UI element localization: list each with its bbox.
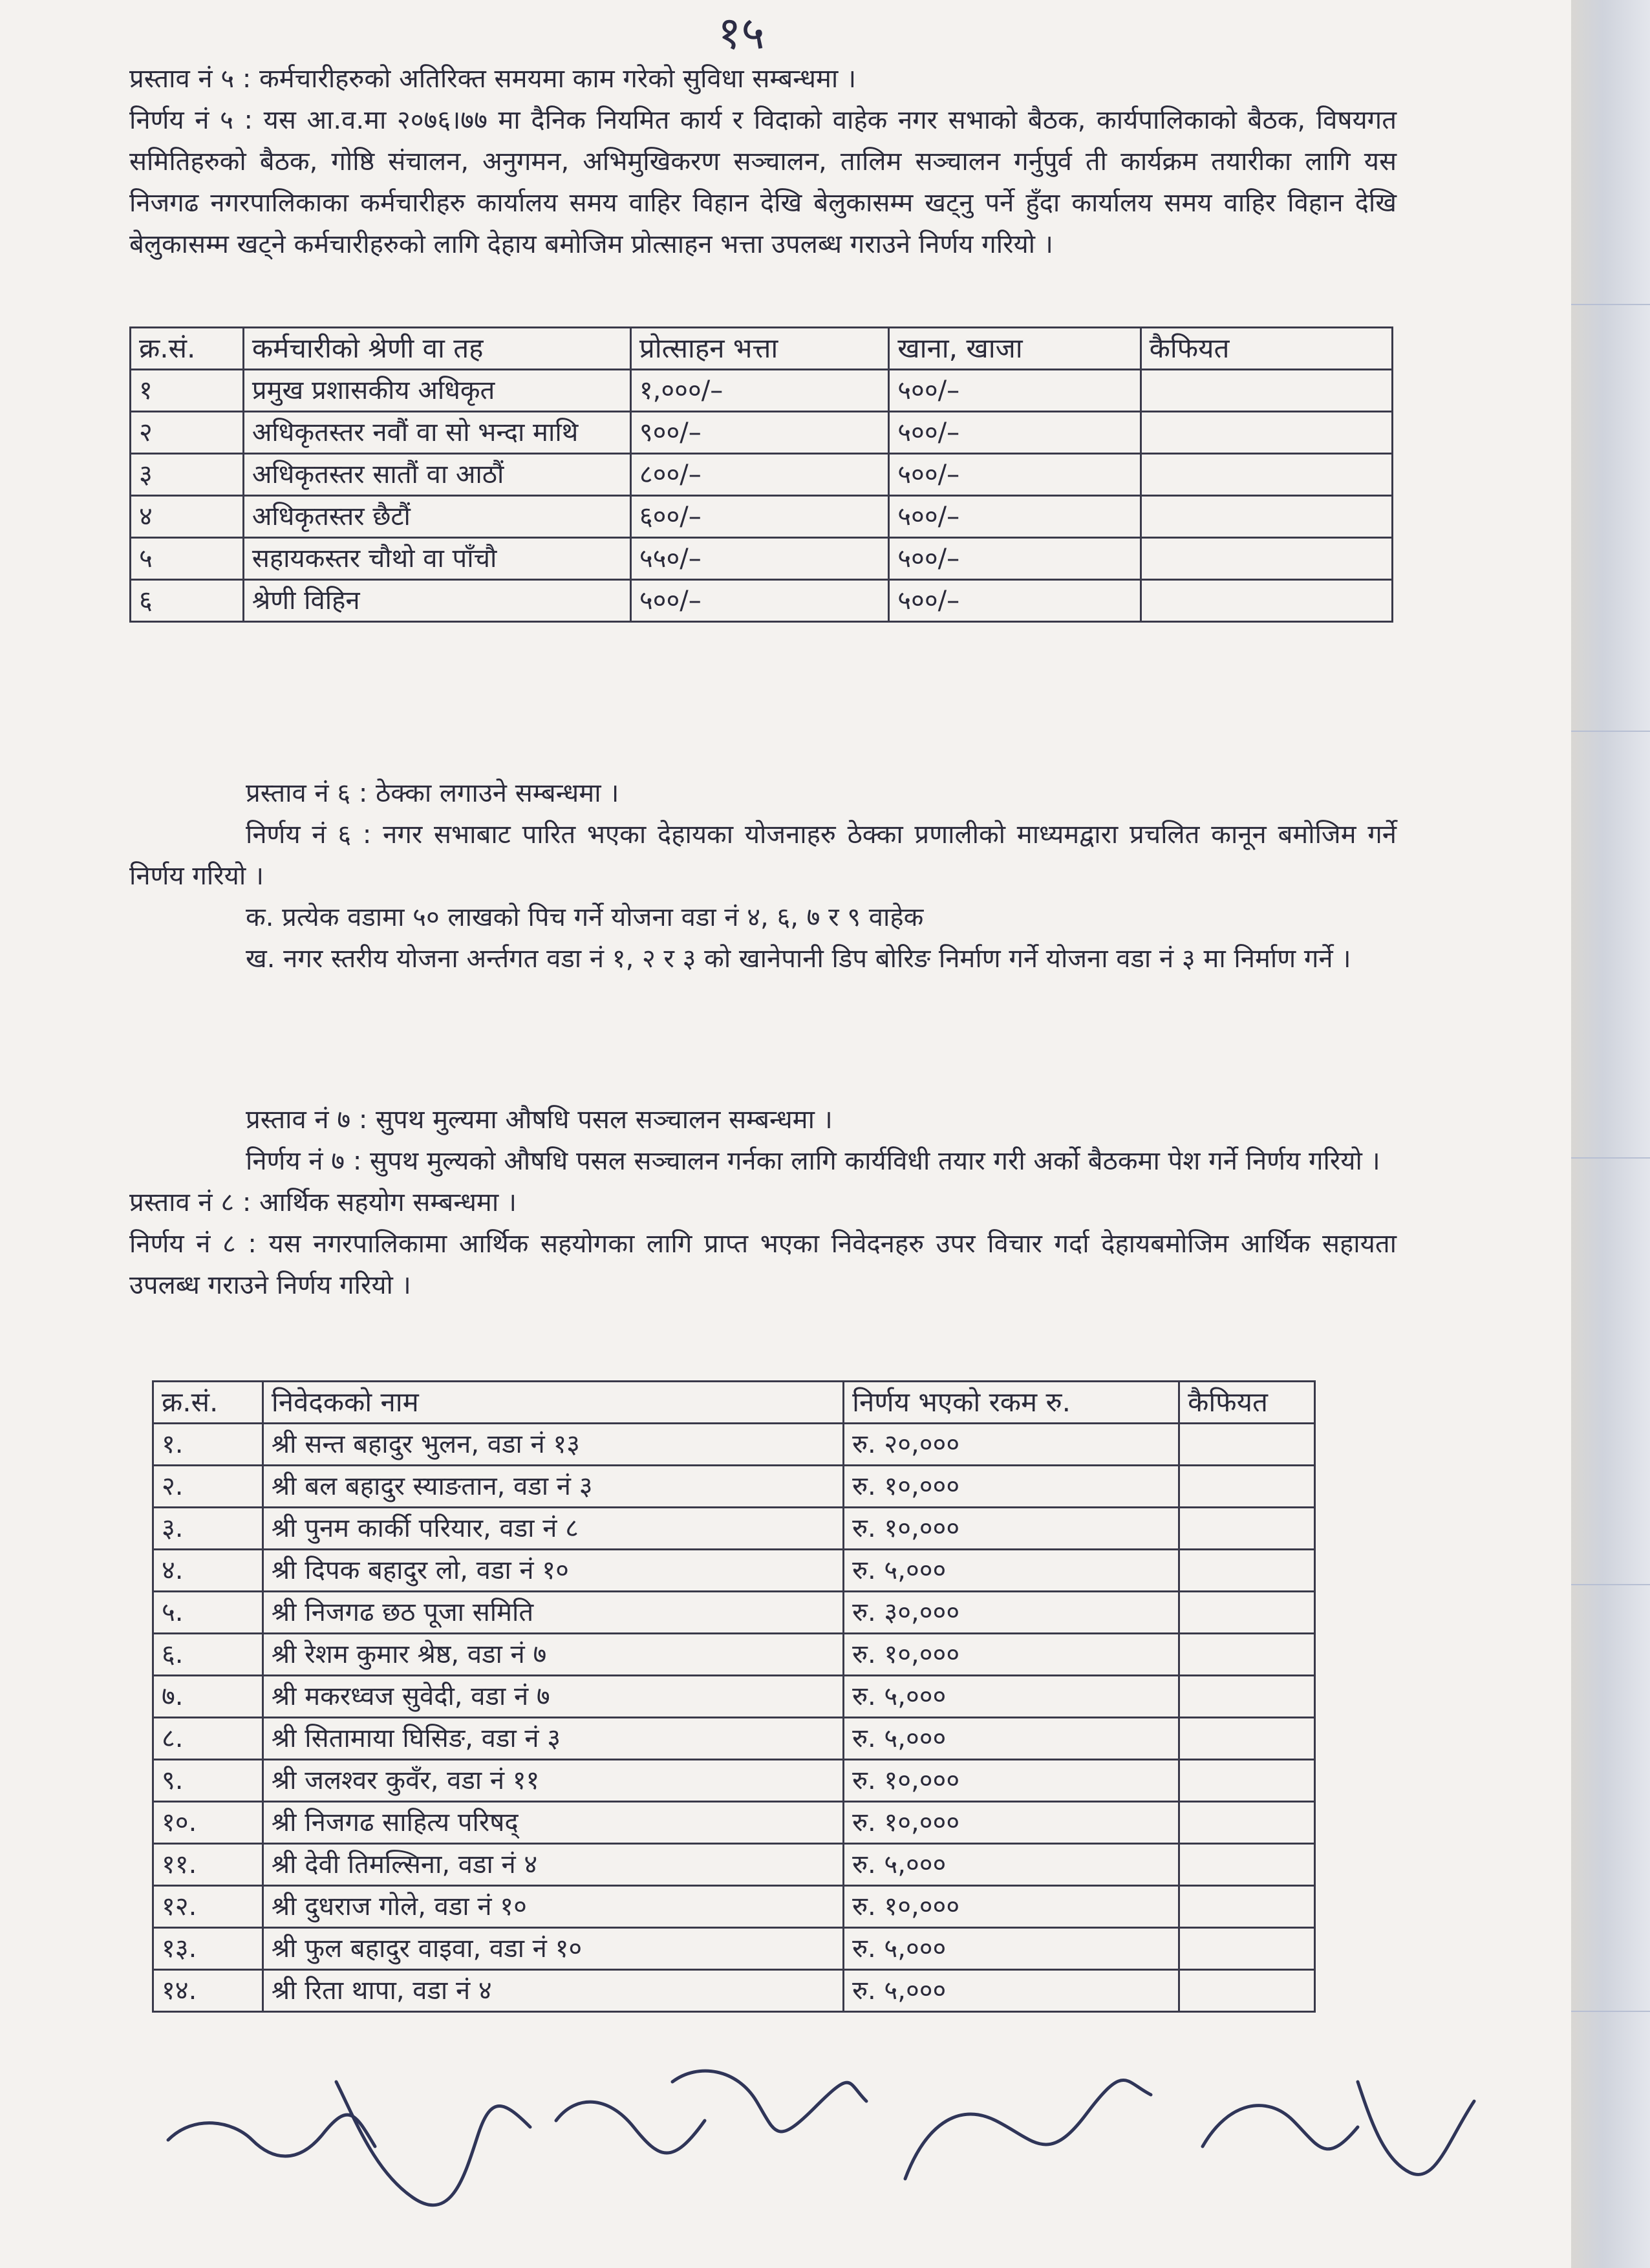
col-remarks: कैफियत [1141, 328, 1392, 370]
table-row [153, 1844, 1315, 1886]
cell-remarks [1179, 1634, 1315, 1676]
col-food: खाना, खाजा [889, 328, 1141, 370]
cell-applicant-name: श्री दुधराज गोले, वडा नं १० [262, 1886, 843, 1928]
cell-food: ५००/– [889, 538, 1141, 580]
cell-applicant-name: श्री निजगढ साहित्य परिषद् [262, 1802, 843, 1844]
table-row [153, 1970, 1315, 2012]
cell-food: ५००/– [889, 454, 1141, 496]
cell-serial: ३. [153, 1508, 263, 1550]
cell-category: अधिकृतस्तर छैटौं [243, 496, 630, 538]
cell-remarks [1141, 454, 1392, 496]
allowance-table [129, 326, 1393, 623]
proposal-5 [129, 58, 1397, 265]
cell-food: ५००/– [889, 412, 1141, 454]
cell-serial: १३. [153, 1928, 263, 1970]
cell-category: श्रेणी विहिन [243, 580, 630, 622]
cell-applicant-name: श्री रिता थापा, वडा नं ४ [262, 1970, 843, 2012]
cell-category: अधिकृतस्तर सातौं वा आठौं [243, 454, 630, 496]
table-row [153, 1886, 1315, 1928]
cell-applicant-name: श्री दिपक बहादुर लो, वडा नं १० [262, 1550, 843, 1592]
col-applicant-name: निवेदकको नाम [262, 1382, 843, 1424]
table-row [153, 1634, 1315, 1676]
signature-strokes [168, 2071, 1474, 2205]
cell-remarks [1179, 1760, 1315, 1802]
signature-7 [1358, 2082, 1474, 2174]
cell-remarks [1179, 1508, 1315, 1550]
col-amount: निर्णय भएको रकम रु. [844, 1382, 1179, 1424]
cell-applicant-name: श्री पुनम कार्की परियार, वडा नं ८ [262, 1508, 843, 1550]
cell-serial: ६. [153, 1634, 263, 1676]
cell-category: अधिकृतस्तर नवौं वा सो भन्दा माथि [243, 412, 630, 454]
cell-amount: रु. ५,००० [844, 1970, 1179, 2012]
cell-serial: ४. [153, 1550, 263, 1592]
signature-2 [336, 2082, 530, 2205]
cell-amount: रु. ३०,००० [844, 1592, 1179, 1634]
decision-6-text: निर्णय नं ६ : नगर सभाबाट पारित भएका देहायका योजनाहरु ठेक्का प्रणालीको माध्यमद्वारा प्रचलित कानून बमोजिम गर्ने निर्णय गरियो । [129, 820, 1397, 891]
proposal-5-title: प्रस्ताव नं ५ : कर्मचारीहरुको अतिरिक्त समयमा काम गरेको सुविधा सम्बन्धमा । [129, 64, 857, 94]
cell-serial: १. [153, 1424, 263, 1466]
cell-category: सहायकस्तर चौथो वा पाँचौ [243, 538, 630, 580]
proposal-7 [129, 1099, 1397, 1306]
table-row [153, 1508, 1315, 1550]
cell-serial: ६ [131, 580, 244, 622]
table-row [153, 1550, 1315, 1592]
signatures-area [142, 2043, 1500, 2256]
financial-assistance-table [152, 1380, 1316, 2013]
table-row [153, 1802, 1315, 1844]
table-row [131, 412, 1393, 454]
col-serial: क्र.सं. [153, 1382, 263, 1424]
cell-amount: रु. १०,००० [844, 1508, 1179, 1550]
signature-5 [905, 2081, 1151, 2179]
table-row [153, 1928, 1315, 1970]
table-row [131, 454, 1393, 496]
col-serial: क्र.सं. [131, 328, 244, 370]
col-allowance: प्रोत्साहन भत्ता [630, 328, 888, 370]
cell-allowance: ५५०/– [630, 538, 888, 580]
cell-remarks [1179, 1466, 1315, 1508]
table-header-row [153, 1382, 1315, 1424]
cell-serial: १२. [153, 1886, 263, 1928]
cell-remarks [1179, 1886, 1315, 1928]
cell-serial: ४ [131, 496, 244, 538]
cell-amount: रु. १०,००० [844, 1802, 1179, 1844]
cell-serial: २ [131, 412, 244, 454]
cell-food: ५००/– [889, 370, 1141, 412]
cell-food: ५००/– [889, 496, 1141, 538]
page-edge [1571, 0, 1650, 2268]
proposal-7-title: प्रस्ताव नं ७ : सुपथ मुल्यमा औषधि पसल सञ्चालन सम्बन्धमा । [246, 1105, 833, 1135]
cell-serial: ३ [131, 454, 244, 496]
cell-applicant-name: श्री रेशम कुमार श्रेष्ठ, वडा नं ७ [262, 1634, 843, 1676]
cell-remarks [1179, 1970, 1315, 2012]
cell-remarks [1141, 496, 1392, 538]
table-header-row [131, 328, 1393, 370]
cell-allowance: ६००/– [630, 496, 888, 538]
cell-amount: रु. ५,००० [844, 1844, 1179, 1886]
decision-5-text: निर्णय नं ५ : यस आ.व.मा २०७६।७७ मा दैनिक नियमित कार्य र विदाको वाहेक नगर सभाको बैठक, कार्यपालिकाको बैठक, विषयगत समितिहरुको बैठक, गोष्ठि संचालन, अनुगमन, अभिमुखिकरण सञ्चालन, तालिम सञ्चालन गर्नुपुर्व ती कार्यक्रम तयारीका लागि यस निजगढ नगरपालिकाका कर्मचारीहरु कार्यालय समय वाहिर विहान देखि बेलुकासम्म खट्नु पर्ने हुँदा कार्यालय समय वाहिर विहान देखि बेलुकासम्म खट्ने कर्मचारीहरुको लागि देहाय बमोजिम प्रोत्साहन भत्ता उपलब्ध गराउने निर्णय गरियो । [129, 105, 1397, 259]
signature-6 [1203, 2106, 1358, 2149]
cell-amount: रु. २०,००० [844, 1424, 1179, 1466]
col-category: कर्मचारीको श्रेणी वा तह [243, 328, 630, 370]
cell-serial: १ [131, 370, 244, 412]
decision-8-text: निर्णय नं ८ : यस नगरपालिकामा आर्थिक सहयोगका लागि प्राप्त भएका निवेदनहरु उपर विचार गर्दा देहायबमोजिम आर्थिक सहायता उपलब्ध गराउने निर्णय गरियो । [129, 1229, 1397, 1300]
cell-amount: रु. १०,००० [844, 1760, 1179, 1802]
cell-serial: ७. [153, 1676, 263, 1718]
cell-serial: ५ [131, 538, 244, 580]
table-row [131, 538, 1393, 580]
cell-serial: १४. [153, 1970, 263, 2012]
proposal-6-title: प्रस्ताव नं ६ : ठेक्का लगाउने सम्बन्धमा । [246, 778, 619, 808]
cell-remarks [1179, 1928, 1315, 1970]
cell-serial: १०. [153, 1802, 263, 1844]
table-row [131, 370, 1393, 412]
decision-6-item-ka: क. प्रत्येक वडामा ५० लाखको पिच गर्ने योजना वडा नं ४, ६, ७ र ९ वाहेक [246, 903, 924, 932]
cell-amount: रु. ५,००० [844, 1550, 1179, 1592]
cell-remarks [1179, 1592, 1315, 1634]
signature-3 [556, 2102, 705, 2153]
cell-serial: ५. [153, 1592, 263, 1634]
cell-allowance: ८००/– [630, 454, 888, 496]
cell-applicant-name: श्री बल बहादुर स्याङतान, वडा नं ३ [262, 1466, 843, 1508]
table-row [153, 1592, 1315, 1634]
table-row [153, 1760, 1315, 1802]
proposal-8-title: प्रस्ताव नं ८ : आर्थिक सहयोग सम्बन्धमा । [129, 1188, 517, 1217]
table-row [131, 496, 1393, 538]
cell-remarks [1179, 1718, 1315, 1760]
col-remarks: कैफियत [1179, 1382, 1315, 1424]
decision-6-item-kha: ख. नगर स्तरीय योजना अर्न्तगत वडा नं १, २ र ३ को खानेपानी डिप बोरिङ निर्माण गर्ने योजना वडा नं ३ मा निर्माण गर्ने । [246, 944, 1351, 974]
cell-food: ५००/– [889, 580, 1141, 622]
cell-allowance: ५००/– [630, 580, 888, 622]
decision-7-text: निर्णय नं ७ : सुपथ मुल्यको औषधि पसल सञ्चालन गर्नका लागि कार्यविधी तयार गरी अर्को बैठकमा पेश गर्ने निर्णय गरियो । [246, 1146, 1380, 1176]
cell-remarks [1141, 412, 1392, 454]
cell-applicant-name: श्री निजगढ छठ पूजा समिति [262, 1592, 843, 1634]
cell-applicant-name: श्री देवी तिमल्सिना, वडा नं ४ [262, 1844, 843, 1886]
cell-applicant-name: श्री सन्त बहादुर भुलन, वडा नं १३ [262, 1424, 843, 1466]
cell-remarks [1179, 1424, 1315, 1466]
table-row [153, 1424, 1315, 1466]
cell-serial: ११. [153, 1844, 263, 1886]
cell-serial: ९. [153, 1760, 263, 1802]
cell-serial: ८. [153, 1718, 263, 1760]
cell-applicant-name: श्री सितामाया घिसिङ, वडा नं ३ [262, 1718, 843, 1760]
cell-remarks [1179, 1802, 1315, 1844]
table-row [153, 1466, 1315, 1508]
cell-applicant-name: श्री फुल बहादुर वाइवा, वडा नं १० [262, 1928, 843, 1970]
cell-remarks [1141, 580, 1392, 622]
table-row [153, 1718, 1315, 1760]
signature-1 [168, 2115, 375, 2156]
cell-remarks [1141, 370, 1392, 412]
cell-applicant-name: श्री जलश्वर कुवँर, वडा नं ११ [262, 1760, 843, 1802]
table-row [153, 1676, 1315, 1718]
cell-remarks [1179, 1844, 1315, 1886]
cell-allowance: १,०००/– [630, 370, 888, 412]
cell-applicant-name: श्री मकरध्वज सुवेदी, वडा नं ७ [262, 1676, 843, 1718]
cell-remarks [1141, 538, 1392, 580]
page-number-mark: १५ [718, 6, 765, 59]
cell-amount: रु. ५,००० [844, 1676, 1179, 1718]
cell-allowance: ९००/– [630, 412, 888, 454]
cell-amount: रु. १०,००० [844, 1886, 1179, 1928]
cell-serial: २. [153, 1466, 263, 1508]
table-row [131, 580, 1393, 622]
cell-category: प्रमुख प्रशासकीय अधिकृत [243, 370, 630, 412]
cell-amount: रु. १०,००० [844, 1634, 1179, 1676]
cell-remarks [1179, 1676, 1315, 1718]
cell-amount: रु. १०,००० [844, 1466, 1179, 1508]
cell-remarks [1179, 1550, 1315, 1592]
proposal-6 [129, 773, 1397, 979]
cell-amount: रु. ५,००० [844, 1928, 1179, 1970]
cell-amount: रु. ५,००० [844, 1718, 1179, 1760]
